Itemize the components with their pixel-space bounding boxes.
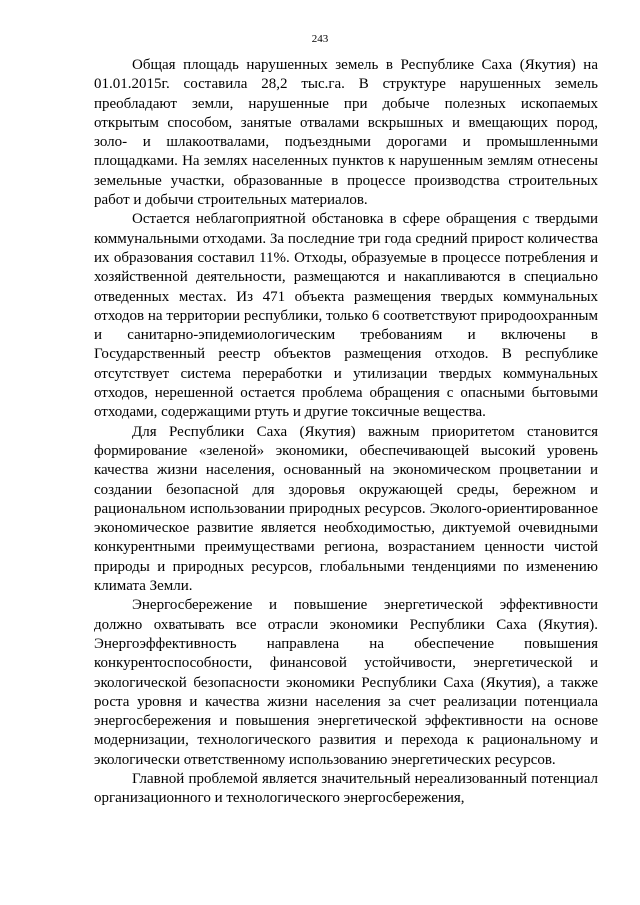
paragraph-main-problem: Главной проблемой является значительный нереализованный потенциал организационного и технологического энергосбережения,	[94, 770, 598, 807]
paragraph-disturbed-lands: Общая площадь нарушенных земель в Республике Саха (Якутия) на 01.01.2015г. составила 28,2 тыс.га. В структуре нарушенных земель преобладают земли, нарушенные при добыче полезных ископаемых открытым способом, занятые отвалами вскрышных и вмещающих пород, золо- и шлакоотвалами, подъездными дорогами и промышленными площадками. На землях населенных пунктов к нарушенным землям отнесены земельные участки, образованные в процессе производства строительных работ и добычи строительных материалов.	[94, 57, 598, 209]
body-text	[94, 56, 598, 809]
page-number: 243	[311, 33, 329, 45]
paragraph-energy-efficiency: Энергосбережение и повышение энергетической эффективности должно охватывать все отрасли экономики Республики Саха (Якутия). Энергоэффективность направлена на обеспечение повышения конкурентоспособности, финансовой устойчивости, энергетической и экологической безопасности экономики Республики Саха (Якутия), а также роста уровня и качества жизни населения за счет реализации потенциала энергосбережения и повышения энергетической эффективности на основе модернизации, технологического развития и перехода к рациональному и экологически ответственному использованию энергетических ресурсов.	[94, 597, 598, 768]
paragraph-municipal-waste: Остается неблагоприятной обстановка в сфере обращения с твердыми коммунальными отходами. За последние три года средний прирост количества их образования составил 11%. Отходы, образуемые в процессе потребления и хозяйственной деятельности, размещаются и накапливаются в специально отведенных местах. Из 471 объекта размещения твердых коммунальных отходов на территории республики, только 6 соответствуют природоохранным и санитарно-эпидемиологическим требованиям и включены в Государственный реестр объектов размещения отходов. В республике отсутствует система переработки и утилизации твердых коммунальных отходов, нерешенной остается проблема обращения с опасными бытовыми отходами, содержащими ртуть и другие токсичные вещества.	[94, 211, 598, 421]
paragraph-green-economy: Для Республики Саха (Якутия) важным приоритетом становится формирование «зеленой» экономики, обеспечивающей высокий уровень качества жизни населения, основанный на экономическом процветании и создании безопасной для здоровья окружающей среды, бережном и рациональном использовании природных ресурсов. Эколого-ориентированное экономическое развитие является необходимостью, диктуемой очевидными конкурентными преимуществами региона, возрастанием ценности чистой природы и природных ресурсов, глобальными тенденциями по изменению климата Земли.	[94, 423, 598, 595]
